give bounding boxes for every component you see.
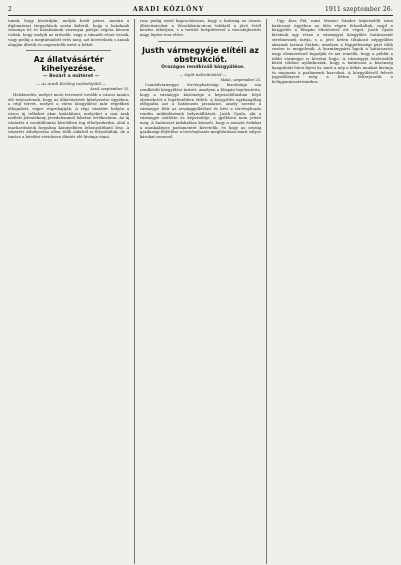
divider (158, 41, 243, 42)
columns (8, 19, 393, 564)
column-2 (140, 19, 261, 564)
article-body: Hetikezelés, melyet most tervezett tovább a városi tanács elé terjesztenek, hogy az állatvásártér kihelyezése ügyében, a régi tervet, melyet a város közgyűlése már régebben elfogadott, végre végrehajtják. A régi vásártér helyén a város új telkeket akar kialakítani, melyeket a mai árak mellett jelentékeny jövedelemmel lehetne értékesíteni. Az új vásártér a vasútállomás közelében fog elhelyezkedni, ahol a marhavásárok forgalma könnyebben lebonyolítható lesz. A vásártér áthelyezése ellen több oldalról is felszólaltak, de a tanács a kérdést rövidesen döntés elé kívánja vinni. (8, 91, 130, 140)
column-1 (8, 19, 129, 564)
column-1-intro: tanak, hogy közérdjiin, melyik fordí pénzt. Azután a diplomáciai tárgyalások során kiderül, hogy a hatalmak viszonya itt és hatalmának viszonyai pártjai régóta készen voltak, hogy melyik az erősebb, vagy a támadó részt veszik, vagy pedig a megtámadott erős meg, azt követelnek s annak alapján ültetik és engesztelik ezért a békét. (8, 19, 130, 47)
article-dateline: Arad, szeptember 25. (90, 87, 130, 92)
article-dateline: Makó, szeptember 25. (220, 77, 262, 82)
article-byline: — Saját tudósítónktól — (179, 71, 227, 77)
article-byline: — Az Aradi Közlöny tudósítójától — (36, 81, 107, 87)
column-2-intro: rosz pedig ezzel kapcsolatosan, hogy a hatóság az összes állatvásárokat a Wenckheim-utcai telekről a jövő évtől kezdve áthelyezi, s a terület beépítésével a városfejlesztés nagy lépést tesz előre. (139, 19, 262, 38)
column-3 (272, 19, 393, 564)
article-headline-justh: Justh vármegyéje elítéli az obstrukciót. (142, 45, 259, 64)
column-separator (134, 19, 135, 564)
article-body: Ugy Kiss Pál, mint Mezzei Sándor képviselők ezen határozat ügyében az ülés végén felszólaltak, majd a közgyűlés a főispán éltetésével ért véget. Justh Gyula híveinek egy része a vármegyei közgyűlés határozatát sérelmesnek tartja, s a jövő héten tiltakozó népgyűlést akarnak tartani Makón, amelyen a függetlenségi párt több vezére is megjelenik. A kormánypárti lapok a határozatot nagy elismeréssel fogadják és azt remélik, hogy a példát a többi vármegye is követni fogja. A vármegyei tisztviselők közül többen nyilatkoztak, hogy a határozat a közönség hangulatát hűen fejezi ki, mert a nép a békés munkát kívánja és megunta a parlamenti harcokat. A közgyűlésről felvett jegyzőkönyvet még a héten felterjesztik a belügyminisztériumhoz. (271, 19, 393, 85)
article-subhead: Országos rendkívüli közgyűlése. (161, 64, 245, 70)
issue-date: 1911 szeptember 26. (325, 6, 393, 13)
article-subhead: — Bezárt a műtéret — (42, 74, 100, 80)
column-separator (266, 19, 267, 564)
article-body: Csanádvármegye törvényhatósági bizottsága ma rendkívüli közgyűlést tartott, amelyen a főispán bejelentette, hogy a vármegye közönsége a képviselőházban folyó obstrukciót a legélesebben elítéli. A közgyűlés egyhangúlag elfogadta azt a határozati javaslatot, amely szerint a vármegye felír az országgyűléshez és kéri a törvényhozás rendes működésének helyreállítását. Justh Gyula, aki a vármegye szülötte és képviselője, a gyűlésen nem jelent meg. A határozat indokolása kiemeli, hogy a nemzet érdekei a munkaképes parlamentet követelik, és hogy az ország gazdasági fejlődése a törvényhozás megbénítása miatt súlyos károkat szenved. (139, 82, 262, 140)
masthead (8, 6, 393, 16)
article-headline-cattle-market: Az állatvásártér kihelyezése. (33, 55, 104, 74)
page-number: 2 (8, 6, 13, 13)
divider (26, 50, 111, 51)
newspaper-title: ARADI KÖZLÖNY (132, 6, 205, 13)
